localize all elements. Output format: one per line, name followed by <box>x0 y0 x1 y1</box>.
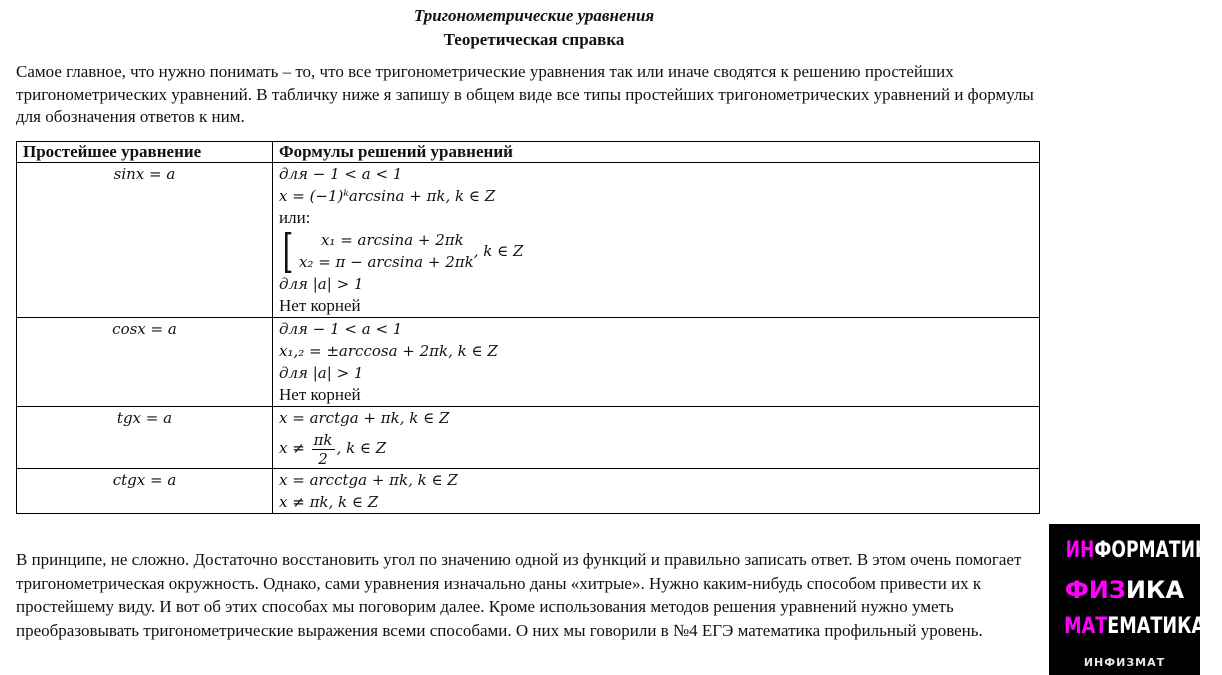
infizmat-logo <box>1049 524 1222 675</box>
restriction-prefix: x ≠ <box>279 439 305 457</box>
fraction-numerator: πk <box>313 430 333 449</box>
formulas-table <box>16 141 1040 514</box>
condition-line: для − 1 < a < 1 <box>279 165 403 183</box>
logo-caption: ИНФИЗМАТ <box>1083 656 1166 669</box>
fraction <box>312 431 335 468</box>
equation-ctg: ctgx = a <box>17 468 273 513</box>
equation-tg: tgx = a <box>17 407 273 469</box>
equation-sin: sinx = a <box>17 163 273 318</box>
system-lines <box>299 229 474 273</box>
equation-cos: cosx = a <box>17 318 273 407</box>
document-title: Тригонометрические уравнения <box>413 6 655 25</box>
solution-system <box>279 224 524 278</box>
solutions-ctg <box>273 468 1040 513</box>
outro-paragraph: В принципе, не сложно. Достаточно восстановить угол по значению одной из функций и правильно записать ответ. В этом очень помогает тригонометрическая окружность. Однако, сами уравнения изначально даны «хитрые». Нужно каким-нибудь способом привести их к простейшему виду. И вот об этих способах мы поговорим далее. Кроме использования методов решения уравнений нужно уметь преобразовывать тригонометрические выражения всеми способами. О них мы говорили в №4 ЕГЭ математика профильный уровень. <box>16 550 1022 640</box>
no-roots-label: Нет корней <box>279 385 361 404</box>
condition-line: для |a| > 1 <box>279 364 364 382</box>
solutions-sin <box>273 163 1040 318</box>
intro-paragraph: Самое главное, что нужно понимать – то, что все тригонометрические уравнения так или иначе сводятся к решению простейших тригонометрических уравнений. В табличку ниже я запишу в общем виде все типы простейших тригонометрических уравнений и формулы для обозначения ответов к ним. <box>16 62 1034 126</box>
logo-line-matematika: МАТЕМАТИКА <box>1064 614 1206 639</box>
formula-line: x = arctga + πk, k ∈ Z <box>279 409 450 427</box>
restriction-line: x ≠ πk, k ∈ Z <box>279 492 379 511</box>
no-roots-label: Нет корней <box>279 296 361 315</box>
restriction-line <box>279 429 1033 468</box>
system-tail: , k ∈ Z <box>473 242 524 260</box>
column-header-equation: Простейшее уравнение <box>17 142 273 163</box>
formula-line: x = (−1)ᵏarcsina + πk, k ∈ Z <box>279 187 496 205</box>
solutions-cos <box>273 318 1040 407</box>
table-header-row <box>17 142 1040 163</box>
table-row-ctg <box>17 468 1040 513</box>
system-line-2: x₂ = π − arcsina + 2πk <box>298 253 474 271</box>
table-row-sin <box>17 163 1040 318</box>
document-subtitle: Теоретическая справка <box>443 30 625 49</box>
solutions-tg <box>273 407 1040 469</box>
system-line-1: x₁ = arcsina + 2πk <box>320 231 464 249</box>
formula-line: x₁,₂ = ±arccosa + 2πk, k ∈ Z <box>279 342 498 360</box>
restriction-suffix: , k ∈ Z <box>336 439 387 457</box>
bracket-icon: [ <box>282 224 294 278</box>
table-row-tg <box>17 407 1040 469</box>
fraction-denominator: 2 <box>318 449 328 468</box>
or-label: или: <box>279 208 311 227</box>
column-header-solutions: Формулы решений уравнений <box>273 142 1040 163</box>
formula-line: x = arcctga + πk, k ∈ Z <box>279 470 458 489</box>
logo-line-fizika: ФИЗИКА <box>1064 576 1185 604</box>
condition-line: для |a| > 1 <box>279 275 364 293</box>
table-row-cos <box>17 318 1040 407</box>
logo-line-informatika: ИНФОРМАТИКА <box>1065 538 1222 563</box>
condition-line: для − 1 < a < 1 <box>279 320 403 338</box>
